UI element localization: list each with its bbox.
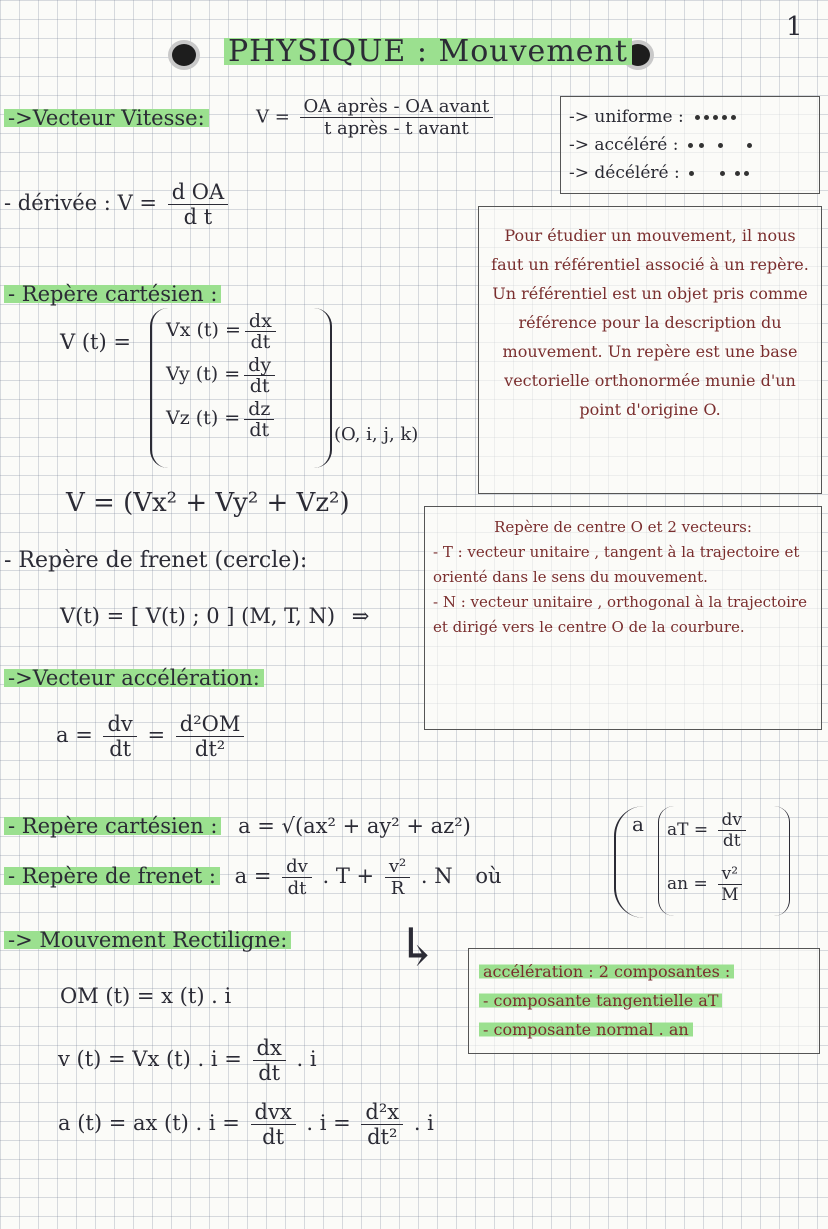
accel-vector-label: a: [632, 812, 644, 836]
components-matrix: [658, 806, 790, 916]
frenet-formula: V(t) = [ V(t) ; 0 ] (M, T, N) ⇒: [60, 604, 370, 628]
frenet-box-title: Repère de centre O et 2 vecteurs:: [494, 518, 752, 536]
accel-box-line2: - composante normal . an: [479, 1015, 734, 1044]
velocity-matrix: [150, 308, 332, 468]
rect-a-formula: a (t) = ax (t) . i = $\frac{\text{dvx}}{dt}$ . i = $\frac{\text{d²x}}{\text{dt²}}$ . i: [58, 1100, 434, 1149]
vitesse-heading: ->Vecteur Vitesse:: [4, 106, 209, 130]
at-row: aT = $\frac{dv}{dt}$: [667, 810, 750, 851]
page-number: 1: [786, 12, 803, 42]
components-brace: [614, 806, 796, 918]
rect-v-formula: v (t) = Vx (t) . i = $\frac{dx}{dt}$ . i: [58, 1036, 317, 1085]
accel-heading: ->Vecteur accélération:: [4, 666, 264, 690]
vz-row: Vz (t) = $\frac{dz}{dt}$: [166, 396, 280, 440]
accel-formula: a = $\frac{dv}{dt}$ = $\frac{\text{d²OM}}{\text{dt²}}$: [56, 712, 248, 761]
frenet-box-t: - T : vecteur unitaire , tangent à la trajectoire et orienté dans le sens du mouvement.: [433, 543, 800, 586]
accel-box-line1: - composante tangentielle aT: [479, 986, 734, 1015]
accel-frenet: - Repère de frenet : a = $\frac{dv}{dt}$ . T + $\frac{\text{v²}}{R}$ . N où: [4, 856, 502, 899]
basis-label: (O, i, j, k): [334, 424, 419, 445]
arrow-down-right-icon: ↳: [396, 918, 440, 978]
an-row: an = $\frac{\text{v²}}{M}$: [667, 864, 747, 905]
rectiligne-heading: -> Mouvement Rectiligne:: [4, 928, 291, 952]
accelere-line: -> accéléré :: [569, 131, 752, 159]
cartesien-heading: - Repère cartésien :: [4, 282, 221, 306]
accel-components-box: [468, 948, 820, 1054]
vy-row: Vy (t) = $\frac{dy}{dt}$: [166, 352, 280, 396]
vx-row: Vx (t) = $\frac{dx}{dt}$: [166, 308, 280, 352]
referentiel-box: Pour étudier un mouvement, il nous faut un référentiel associé à un repère. Un référentiel est un objet pris comme référence pour la description du mouvement. Un repère est une base vectorielle orthonormée munie d'un point d'origine O.: [478, 206, 822, 494]
norm-formula: V = (Vx² + Vy² + Vz²): [66, 488, 350, 518]
motion-types-box: [560, 96, 820, 194]
page-title: PHYSIQUE : Mouvement: [224, 34, 632, 69]
rect-om-formula: OM (t) = x (t) . i: [60, 984, 232, 1008]
frenet-box-n: - N : vecteur unitaire , orthogonal à la trajectoire et dirigé vers le centre O de la courbure.: [433, 593, 807, 636]
accel-box-title: accélération : 2 composantes :: [479, 957, 734, 986]
derivee-line: - dérivée : V = $\frac{\text{d OA}}{\text{d t}}$: [4, 180, 232, 229]
vitesse-formula: V = $\frac{\text{OA après - OA avant}}{\text{t après - t avant}}$: [256, 96, 497, 139]
decelere-line: -> décéléré :: [569, 159, 752, 187]
frenet-heading: - Repère de frenet (cercle):: [4, 548, 308, 573]
uniforme-line: -> uniforme :: [569, 103, 752, 131]
accel-cartesien: - Repère cartésien : a = √(ax² + ay² + az²): [4, 814, 471, 838]
cartesien-lhs: V (t) =: [60, 330, 131, 354]
frenet-box: [424, 506, 822, 730]
punch-hole-left: [168, 40, 200, 70]
